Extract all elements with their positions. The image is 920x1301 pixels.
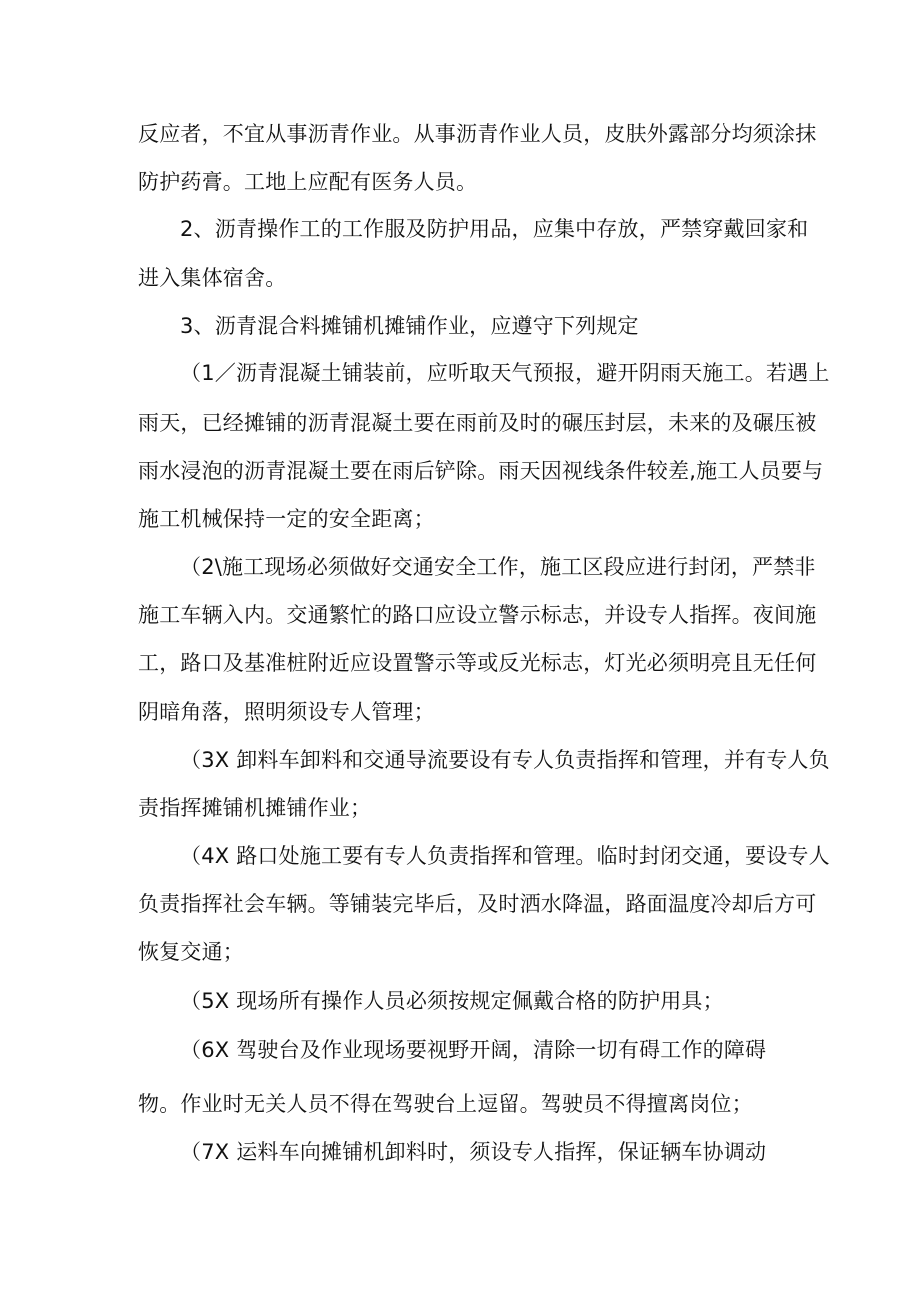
text-line: 雨天，已经摊铺的沥青混凝土要在雨前及时的碾压封层，未来的及碾压被	[138, 411, 817, 435]
text-line: 工，路口及基准桩附近应设置警示等或反光标志，灯光必须明亮且无任何	[138, 651, 817, 675]
text-line: （3X 卸料车卸料和交通导流要设有专人负责指挥和管理，并有专人负	[180, 748, 830, 772]
text-line: 恢复交通；	[138, 940, 244, 964]
text-line: 责指挥摊铺机摊铺作业；	[138, 796, 372, 820]
text-line: 雨水浸泡的沥青混凝土要在雨后铲除。雨天因视线条件较差,施工人员要与	[138, 459, 824, 483]
text-line: 施工机械保持一定的安全距离；	[138, 507, 435, 531]
text-line: 3、沥青混合料摊铺机摊铺作业，应遵守下列规定	[180, 314, 639, 338]
text-line: 2、沥青操作工的工作服及防护用品，应集中存放，严禁穿戴回家和	[180, 217, 809, 241]
text-line: 负责指挥社会车辆。等铺装完毕后，及时洒水降温，路面温度冷却后方可	[138, 892, 817, 916]
text-line: 阴暗角落，照明须设专人管理；	[138, 700, 435, 724]
text-line: （6X 驾驶台及作业现场要视野开阔，清除一切有碍工作的障碍	[180, 1038, 767, 1062]
text-line: （5X 现场所有操作人员必须按规定佩戴合格的防护用具；	[180, 989, 724, 1013]
text-line: 物。作业时无关人员不得在驾驶台上逗留。驾驶员不得擅离岗位；	[138, 1092, 753, 1116]
text-line: 反应者，不宜从事沥青作业。从事沥青作业人员，皮肤外露部分均须涂抹	[138, 122, 817, 146]
text-line: 进入集体宿舍。	[138, 266, 287, 290]
text-line: （2\施工现场必须做好交通安全工作，施工区段应进行封闭，严禁非	[180, 555, 816, 579]
text-line: 施工车辆入内。交通繁忙的路口应设立警示标志，并设专人指挥。夜间施	[138, 603, 817, 627]
text-line: （1／沥青混凝土铺装前，应听取天气预报，避开阴雨天施工。若遇上	[180, 361, 830, 385]
text-line: 防护药膏。工地上应配有医务人员。	[138, 170, 478, 194]
text-line: （4X 路口处施工要有专人负责指挥和管理。临时封闭交通，要设专人	[180, 844, 830, 868]
text-line: （7X 运料车向摊铺机卸料时，须设专人指挥，保证辆车协调动	[180, 1140, 767, 1164]
